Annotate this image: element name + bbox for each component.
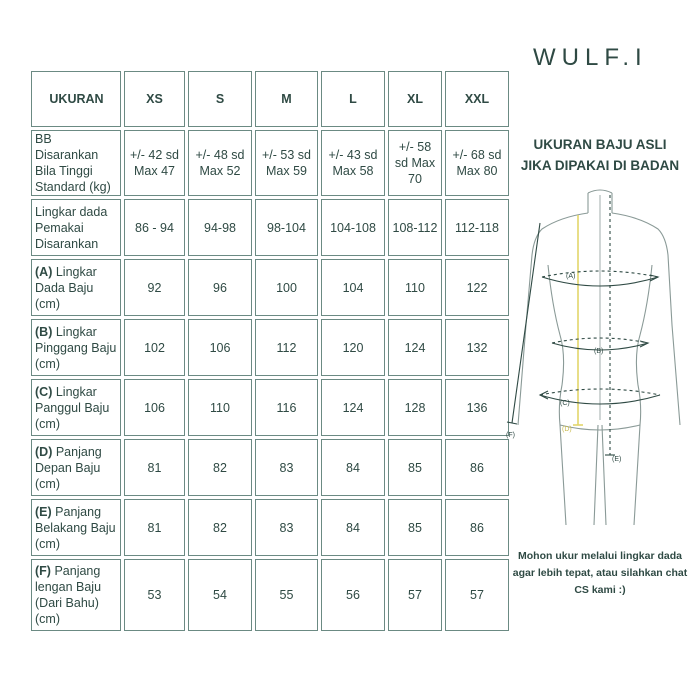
table-row <box>31 259 509 316</box>
table-cell: 57 <box>445 559 509 631</box>
table-cell: +/- 68 sd Max 80 <box>445 130 509 196</box>
row-code: (A) <box>35 264 53 279</box>
table-cell: 108-112 <box>388 199 442 256</box>
table-cell: +/- 42 sd Max 47 <box>124 130 185 196</box>
sleeve-length-line <box>512 223 540 423</box>
brand-logo: WULF.I <box>533 44 648 71</box>
size-chart-table <box>28 68 512 634</box>
row-label-text: BB Disarankan Bila Tinggi Standard (kg) <box>35 132 111 194</box>
table-cell: 55 <box>255 559 318 631</box>
table-cell: 112-118 <box>445 199 509 256</box>
table-cell: 82 <box>188 439 252 496</box>
table-row <box>31 199 509 256</box>
row-label-text: Panjang Belakang Baju (cm) <box>35 504 116 551</box>
table-cell: 116 <box>255 379 318 436</box>
table-cell: 82 <box>188 499 252 556</box>
header-size-m: M <box>255 71 318 127</box>
table-cell: 104-108 <box>321 199 385 256</box>
table-cell: +/- 48 sd Max 52 <box>188 130 252 196</box>
table-row <box>31 439 509 496</box>
header-ukuran: UKURAN <box>31 71 121 127</box>
row-code: (B) <box>35 324 53 339</box>
label-c: (C) <box>560 400 570 407</box>
row-code: (F) <box>35 564 51 578</box>
label-f: (F) <box>506 432 515 439</box>
row-label-text: Panjang lengan Baju (Dari Bahu) (cm) <box>35 564 102 626</box>
table-row <box>31 559 509 631</box>
table-cell: 85 <box>388 439 442 496</box>
row-label <box>31 559 121 631</box>
table-cell: 85 <box>388 499 442 556</box>
row-label-text: Lingkar Panggul Baju (cm) <box>35 384 110 431</box>
row-label <box>31 379 121 436</box>
table-cell: 86 - 94 <box>124 199 185 256</box>
table-cell: 94-98 <box>188 199 252 256</box>
table-cell: 81 <box>124 439 185 496</box>
table-cell: 81 <box>124 499 185 556</box>
table-row <box>31 499 509 556</box>
table-cell: 86 <box>445 499 509 556</box>
header-size-xl: XL <box>388 71 442 127</box>
table-cell: 83 <box>255 499 318 556</box>
row-label <box>31 199 121 256</box>
table-cell: 106 <box>188 319 252 376</box>
table-cell: +/- 43 sd Max 58 <box>321 130 385 196</box>
table-cell: 84 <box>321 499 385 556</box>
table-cell: 53 <box>124 559 185 631</box>
table-cell: 132 <box>445 319 509 376</box>
table-row <box>31 319 509 376</box>
table-cell: 124 <box>321 379 385 436</box>
table-cell: 98-104 <box>255 199 318 256</box>
row-code: (C) <box>35 384 53 399</box>
row-label <box>31 259 121 316</box>
table-cell: 120 <box>321 319 385 376</box>
row-label-text: Panjang Depan Baju (cm) <box>35 444 102 491</box>
table-cell: 106 <box>124 379 185 436</box>
table-cell: 92 <box>124 259 185 316</box>
table-cell: 57 <box>388 559 442 631</box>
label-e: (E) <box>612 456 622 463</box>
table-cell: 56 <box>321 559 385 631</box>
header-size-xxl: XXL <box>445 71 509 127</box>
table-header-row <box>31 71 509 127</box>
label-d: (D) <box>562 426 572 433</box>
table-cell: 86 <box>445 439 509 496</box>
table-cell: 110 <box>188 379 252 436</box>
table-cell: 128 <box>388 379 442 436</box>
header-size-s: S <box>188 71 252 127</box>
table-cell: 83 <box>255 439 318 496</box>
table-cell: 100 <box>255 259 318 316</box>
table-cell: +/- 58 sd Max 70 <box>388 130 442 196</box>
row-code: (E) <box>35 504 52 519</box>
table-cell: 104 <box>321 259 385 316</box>
row-label-text: Lingkar Pinggang Baju (cm) <box>35 324 117 371</box>
mannequin-figure <box>500 185 690 530</box>
table-cell: 96 <box>188 259 252 316</box>
row-label-text: Lingkar dada Pemakai Disarankan <box>35 204 108 251</box>
table-cell: 124 <box>388 319 442 376</box>
figure-title-line-2: JIKA DIPAKAI DI BADAN <box>520 158 680 173</box>
label-a: (A) <box>566 273 576 280</box>
table-cell: 122 <box>445 259 509 316</box>
row-code: (D) <box>35 444 53 459</box>
table-cell: 112 <box>255 319 318 376</box>
table-cell: 110 <box>388 259 442 316</box>
header-size-l: L <box>321 71 385 127</box>
row-label <box>31 499 121 556</box>
row-label <box>31 319 121 376</box>
table-cell: 54 <box>188 559 252 631</box>
table-cell: 102 <box>124 319 185 376</box>
table-row <box>31 130 509 196</box>
measurement-note: Mohon ukur melalui lingkar dada agar lebih tepat, atau silahkan chat CS kami :) <box>512 550 688 596</box>
figure-title <box>500 134 700 176</box>
table-cell: 84 <box>321 439 385 496</box>
row-label <box>31 130 121 196</box>
header-size-xs: XS <box>124 71 185 127</box>
mannequin-outline <box>518 190 680 525</box>
figure-title-line-1: UKURAN BAJU ASLI <box>533 137 667 152</box>
table-cell: 136 <box>445 379 509 436</box>
table-cell: +/- 53 sd Max 59 <box>255 130 318 196</box>
row-label-text: Lingkar Dada Baju (cm) <box>35 264 97 311</box>
label-b: (B) <box>594 348 604 355</box>
row-label <box>31 439 121 496</box>
table-row <box>31 379 509 436</box>
